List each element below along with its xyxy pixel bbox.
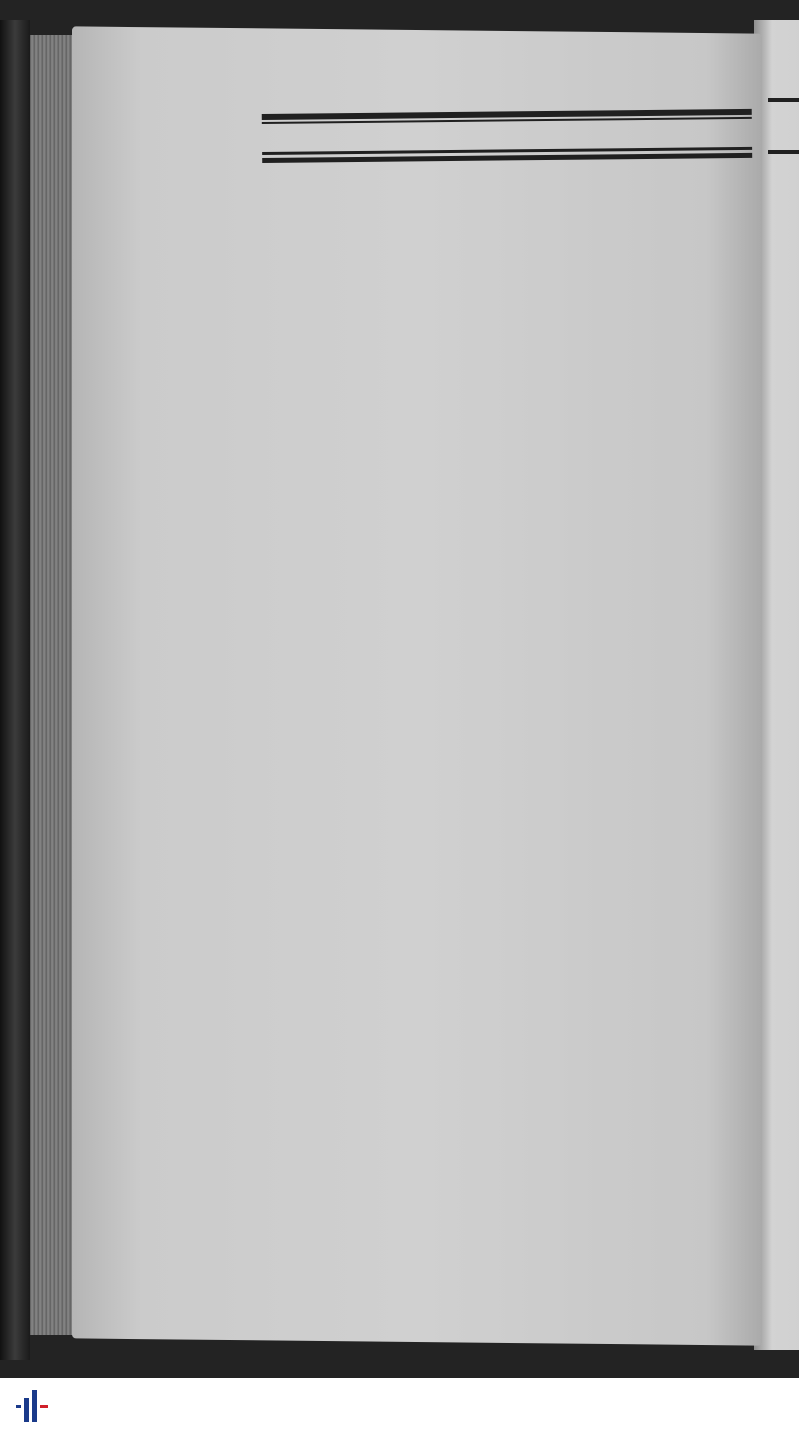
header-rule xyxy=(262,153,752,163)
facing-page-rule xyxy=(768,98,799,102)
viewer-footer xyxy=(0,1378,799,1434)
book-spine xyxy=(0,20,30,1360)
book-page xyxy=(72,26,762,1345)
facing-page-rule xyxy=(768,150,799,154)
page-header xyxy=(262,99,753,176)
page-edges xyxy=(30,35,74,1335)
library-logo-icon xyxy=(12,1386,52,1426)
